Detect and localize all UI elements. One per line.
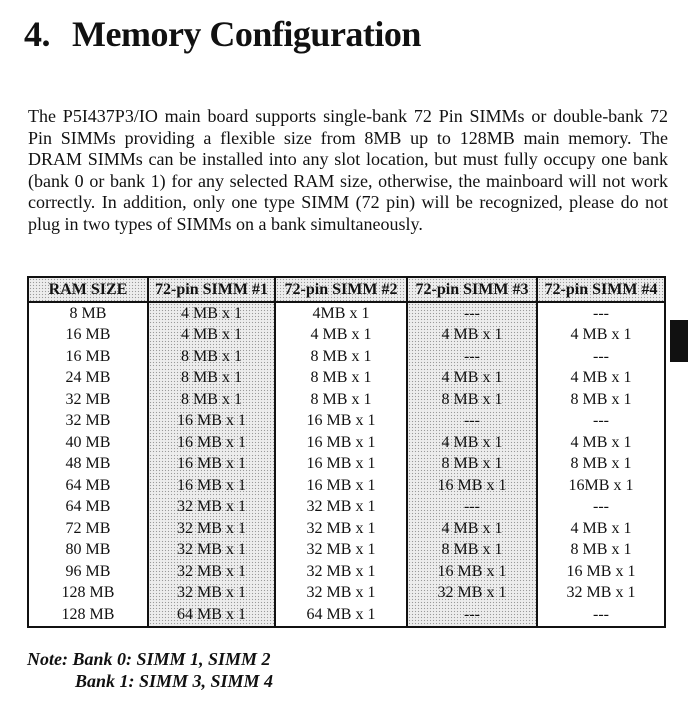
simm-2-cell: 8 MB x 1 — [275, 346, 407, 368]
ram-size-cell: 16 MB — [28, 325, 148, 347]
simm-1-cell: 4 MB x 1 — [148, 325, 275, 347]
ram-size-cell: 80 MB — [28, 540, 148, 562]
table-row — [28, 346, 665, 368]
ram-size-cell: 72 MB — [28, 518, 148, 540]
ram-size-cell: 16 MB — [28, 346, 148, 368]
simm-1-cell: 8 MB x 1 — [148, 368, 275, 390]
simm-3-cell: 32 MB x 1 — [407, 583, 537, 605]
section-number: 4. — [24, 14, 50, 54]
ram-size-cell: 32 MB — [28, 411, 148, 433]
simm-1-cell: 8 MB x 1 — [148, 389, 275, 411]
simm-1-cell: 16 MB x 1 — [148, 411, 275, 433]
table-row — [28, 561, 665, 583]
note-line-1: Note: Bank 0: SIMM 1, SIMM 2 — [27, 649, 271, 669]
simm-2-cell: 16 MB x 1 — [275, 475, 407, 497]
simm-4-cell: --- — [537, 346, 665, 368]
table-header-row — [28, 277, 665, 302]
header-ram-size: RAM SIZE — [28, 277, 148, 302]
simm-3-cell: --- — [407, 411, 537, 433]
simm-2-cell: 4MB x 1 — [275, 302, 407, 325]
simm-2-cell: 64 MB x 1 — [275, 604, 407, 627]
simm-4-cell: 16 MB x 1 — [537, 561, 665, 583]
simm-1-cell: 16 MB x 1 — [148, 475, 275, 497]
ram-size-cell: 64 MB — [28, 475, 148, 497]
simm-3-cell: --- — [407, 604, 537, 627]
simm-3-cell: --- — [407, 302, 537, 325]
table-row — [28, 604, 665, 627]
memory-configuration-table — [27, 276, 666, 628]
table-row — [28, 518, 665, 540]
ram-size-cell: 64 MB — [28, 497, 148, 519]
simm-2-cell: 16 MB x 1 — [275, 432, 407, 454]
simm-4-cell: 8 MB x 1 — [537, 389, 665, 411]
header-simm-3: 72-pin SIMM #3 — [407, 277, 537, 302]
simm-3-cell: --- — [407, 497, 537, 519]
table-row — [28, 389, 665, 411]
simm-2-cell: 8 MB x 1 — [275, 389, 407, 411]
simm-3-cell: 8 MB x 1 — [407, 454, 537, 476]
simm-1-cell: 8 MB x 1 — [148, 346, 275, 368]
simm-1-cell: 32 MB x 1 — [148, 540, 275, 562]
table-row — [28, 583, 665, 605]
simm-3-cell: 4 MB x 1 — [407, 325, 537, 347]
simm-1-cell: 64 MB x 1 — [148, 604, 275, 627]
table-row — [28, 325, 665, 347]
section-title: Memory Configuration — [72, 14, 421, 54]
ram-size-cell: 128 MB — [28, 604, 148, 627]
simm-4-cell: 4 MB x 1 — [537, 432, 665, 454]
simm-3-cell: 8 MB x 1 — [407, 540, 537, 562]
ram-size-cell: 8 MB — [28, 302, 148, 325]
simm-4-cell: --- — [537, 497, 665, 519]
simm-2-cell: 32 MB x 1 — [275, 561, 407, 583]
header-simm-4: 72-pin SIMM #4 — [537, 277, 665, 302]
table-row — [28, 475, 665, 497]
simm-1-cell: 32 MB x 1 — [148, 583, 275, 605]
simm-3-cell: 4 MB x 1 — [407, 368, 537, 390]
header-simm-1: 72-pin SIMM #1 — [148, 277, 275, 302]
simm-2-cell: 8 MB x 1 — [275, 368, 407, 390]
ram-size-cell: 128 MB — [28, 583, 148, 605]
ram-size-cell: 96 MB — [28, 561, 148, 583]
simm-1-cell: 16 MB x 1 — [148, 432, 275, 454]
table-row — [28, 368, 665, 390]
table-row — [28, 540, 665, 562]
intro-paragraph: The P5I437P3/IO main board supports single-bank 72 Pin SIMMs or double-bank 72 Pin SIMMs providing a flexible size from 8MB up to 128MB main memory. The DRAM SIMMs can be installed into any slot location, but must fully occupy one bank (bank 0 or bank 1) for any selected RAM size, otherwise, the mainboard will not work correctly. In addition, only one type SIMM (72 pin) will be recognized, please do not plug in two types of SIMMs on a bank simultaneously. — [28, 106, 668, 234]
simm-4-cell: 4 MB x 1 — [537, 368, 665, 390]
simm-4-cell: 32 MB x 1 — [537, 583, 665, 605]
simm-2-cell: 16 MB x 1 — [275, 454, 407, 476]
simm-3-cell: 16 MB x 1 — [407, 561, 537, 583]
simm-1-cell: 32 MB x 1 — [148, 497, 275, 519]
table-row — [28, 454, 665, 476]
simm-4-cell: --- — [537, 411, 665, 433]
simm-3-cell: --- — [407, 346, 537, 368]
section-heading — [24, 12, 421, 56]
simm-4-cell: 8 MB x 1 — [537, 540, 665, 562]
ram-size-cell: 48 MB — [28, 454, 148, 476]
simm-4-cell: 4 MB x 1 — [537, 518, 665, 540]
simm-4-cell: 8 MB x 1 — [537, 454, 665, 476]
simm-4-cell: --- — [537, 604, 665, 627]
table-row — [28, 302, 665, 325]
simm-1-cell: 32 MB x 1 — [148, 561, 275, 583]
simm-2-cell: 32 MB x 1 — [275, 497, 407, 519]
simm-2-cell: 16 MB x 1 — [275, 411, 407, 433]
simm-3-cell: 16 MB x 1 — [407, 475, 537, 497]
table-body — [28, 302, 665, 627]
simm-2-cell: 32 MB x 1 — [275, 540, 407, 562]
bank-note — [27, 648, 273, 692]
simm-1-cell: 16 MB x 1 — [148, 454, 275, 476]
simm-4-cell: 16MB x 1 — [537, 475, 665, 497]
table-row — [28, 432, 665, 454]
table-row — [28, 497, 665, 519]
ram-size-cell: 32 MB — [28, 389, 148, 411]
simm-4-cell: --- — [537, 302, 665, 325]
simm-4-cell: 4 MB x 1 — [537, 325, 665, 347]
simm-3-cell: 4 MB x 1 — [407, 518, 537, 540]
header-simm-2: 72-pin SIMM #2 — [275, 277, 407, 302]
simm-1-cell: 4 MB x 1 — [148, 302, 275, 325]
simm-3-cell: 8 MB x 1 — [407, 389, 537, 411]
simm-2-cell: 4 MB x 1 — [275, 325, 407, 347]
table-row — [28, 411, 665, 433]
note-line-2: Bank 1: SIMM 3, SIMM 4 — [75, 671, 274, 691]
simm-2-cell: 32 MB x 1 — [275, 583, 407, 605]
page-edge-tab — [670, 320, 688, 362]
ram-size-cell: 40 MB — [28, 432, 148, 454]
simm-1-cell: 32 MB x 1 — [148, 518, 275, 540]
simm-3-cell: 4 MB x 1 — [407, 432, 537, 454]
simm-2-cell: 32 MB x 1 — [275, 518, 407, 540]
ram-size-cell: 24 MB — [28, 368, 148, 390]
